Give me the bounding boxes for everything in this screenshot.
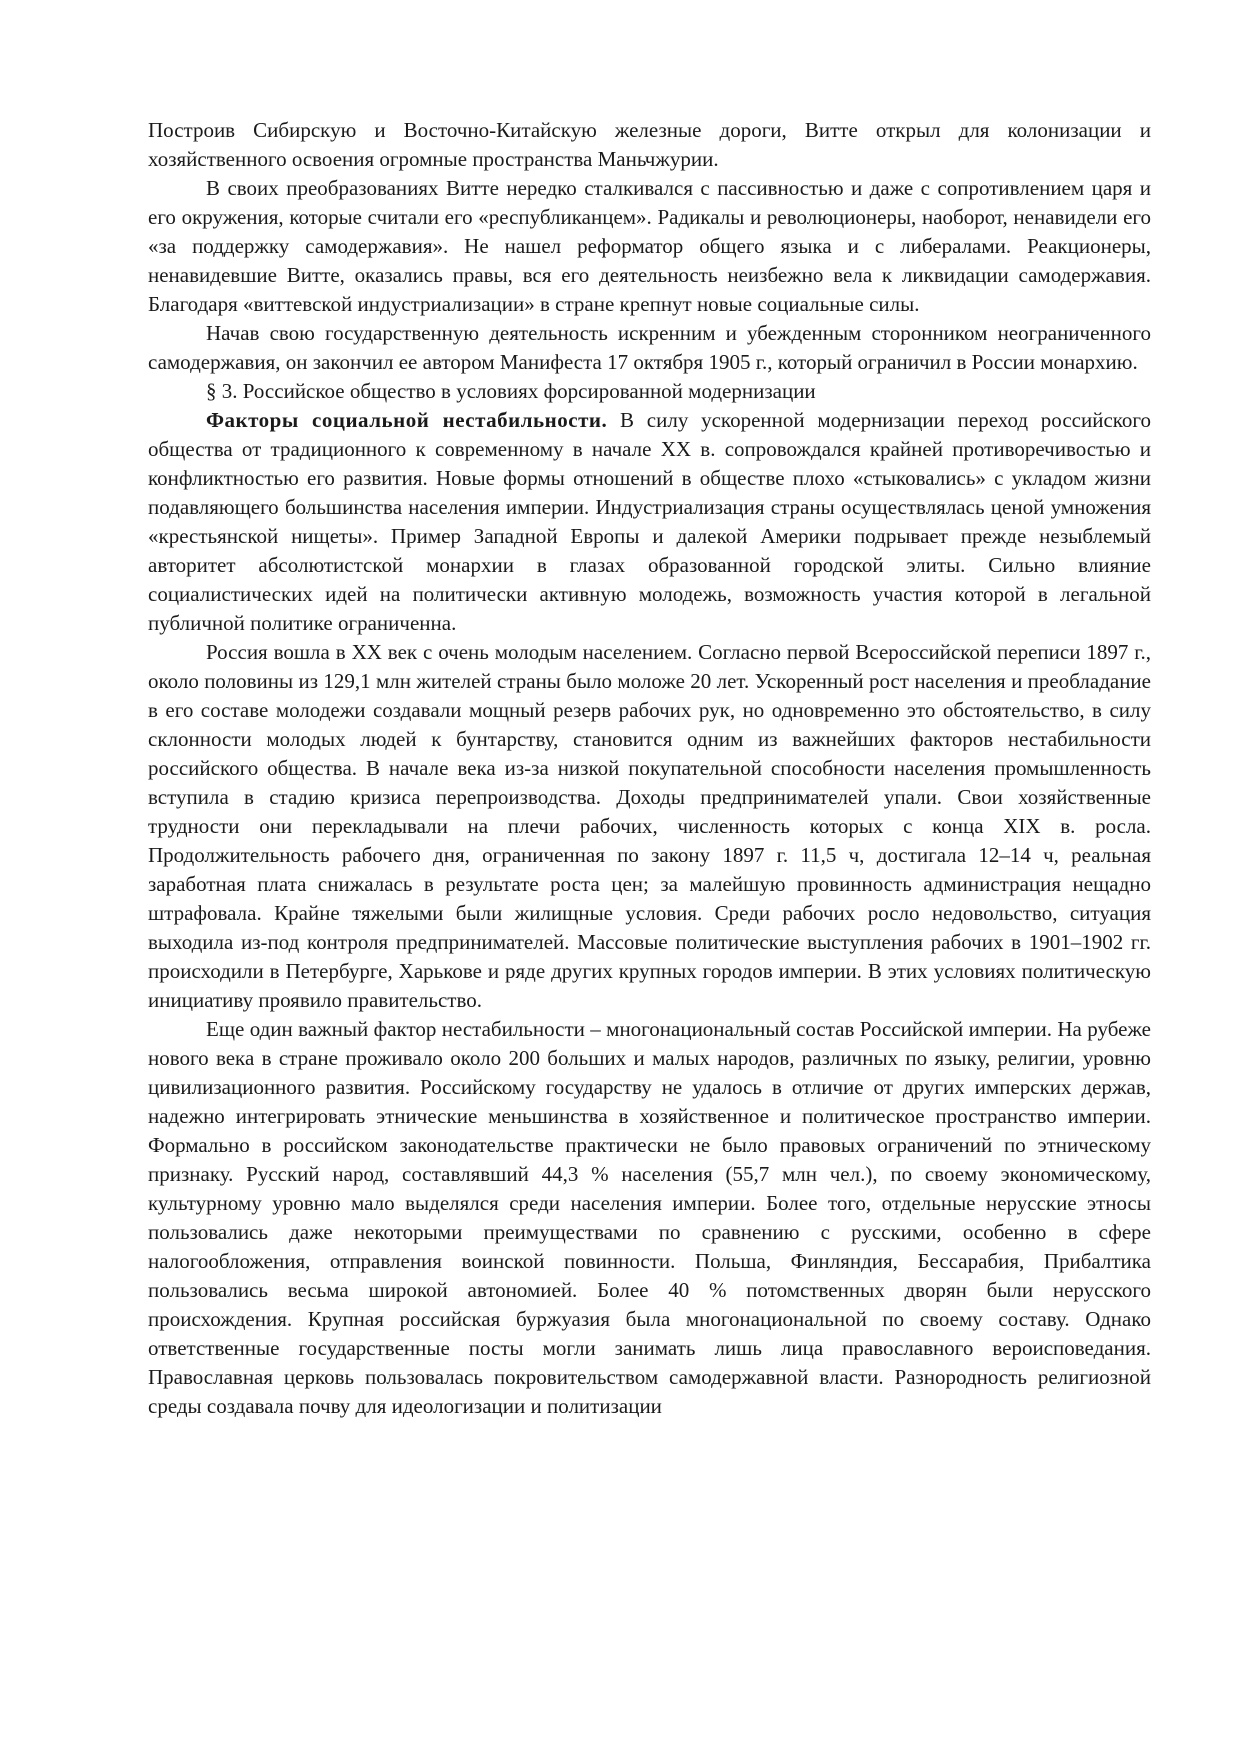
paragraph-factors-body: В силу ускоренной модернизации переход российского общества от традиционного к современному в начале XX в. сопровождался крайней противоречивостью и конфликтностью его развития. Новые формы отношений в обществе плохо «стыковались» с укладом жизни подавляющего большинства населения империи. Индустриализация страны осуществлялась ценой умножения «крестьянской нищеты». Пример Западной Европы и далекой Америки подрывает прежде незыблемый авторитет абсолютистской монархии в глазах образованной городской элиты. Сильно влияние социалистических идей на политически активную молодежь, возможность участия которой в легальной публичной политике ограниченна. — [148, 408, 1151, 635]
paragraph-multinational: Еще один важный фактор нестабильности – многонациональный состав Российской империи. На рубеже нового века в стране проживало около 200 больших и малых народов, различных по языку, религии, уровню цивилизационного развития. Российскому государству не удалось в отличие от других имперских держав, надежно интегрировать этнические меньшинства в хозяйственное и политическое пространство империи. Формально в российском законодательстве практически не было правовых ограничений по этническому признаку. Русский народ, составлявший 44,3 % населения (55,7 млн чел.), по своему экономическому, культурному уровню мало выделялся среди населения империи. Более того, отдельные нерусские этносы пользовались даже некоторыми преимуществами по сравнению с русскими, особенно в сфере налогообложения, отправления воинской повинности. Польша, Финляндия, Бессарабия, Прибалтика пользовались весьма широкой автономией. Более 40 % потомственных дворян были нерусского происхождения. Крупная российская буржуазия была многонациональной по своему составу. Однако ответственные государственные посты могли занимать лишь лица православного вероисповедания. Православная церковь пользовалась покровительством самодержавной власти. Разнородность религиозной среды создавала почву для идеологизации и политизации — [148, 1017, 1151, 1418]
paragraph-factors — [148, 406, 1151, 638]
section-heading: § 3. Российское общество в условиях форсированной модернизации — [206, 379, 816, 403]
paragraph-bold-lead: Факторы социальной нестабильности. — [206, 408, 608, 432]
paragraph-witte-manifesto: Начав свою государственную деятельность искренним и убежденным сторонником неограниченного самодержавия, он закончил ее автором Манифеста 17 октября 1905 г., который ограничил в России монархию. — [148, 321, 1151, 374]
paragraph-population: Россия вошла в XX век с очень молодым населением. Согласно первой Всероссийской переписи 1897 г., около половины из 129,1 млн жителей страны было моложе 20 лет. Ускоренный рост населения и преобладание в его составе молодежи создавали мощный резерв рабочих рук, но одновременно это обстоятельство, в силу склонности молодых людей к бунтарству, становится одним из важнейших факторов нестабильности российского общества. В начале века из-за низкой покупательной способности населения промышленность вступила в стадию кризиса перепроизводства. Доходы предпринимателей упали. Свои хозяйственные трудности они перекладывали на плечи рабочих, численность которых с конца XIX в. росла. Продолжительность рабочего дня, ограниченная по закону 1897 г. 11,5 ч, достигала 12–14 ч, реальная заработная плата снижалась в результате роста цен; за малейшую провинность администрация нещадно штрафовала. Крайне тяжелыми были жилищные условия. Среди рабочих росло недовольство, ситуация выходила из-под контроля предпринимателей. Массовые политические выступления рабочих в 1901–1902 гг. происходили в Петербурге, Харькове и ряде других крупных городов империи. В этих условиях политическую инициативу проявило правительство. — [148, 640, 1151, 1012]
document-page — [148, 116, 1151, 1421]
paragraph-witte-reforms: В своих преобразованиях Витте нередко сталкивался с пассивностью и даже с сопротивлением царя и его окружения, которые считали его «республиканцем». Радикалы и революционеры, наоборот, ненавидели его «за поддержку самодержавия». Не нашел реформатор общего языка и с либералами. Реакционеры, ненавидевшие Витте, оказались правы, вся его деятельность неизбежно вела к ликвидации самодержавия. Благодаря «виттевской индустриализации» в стране крепнут новые социальные силы. — [148, 176, 1151, 316]
paragraph-witte-railways: Построив Сибирскую и Восточно-Китайскую железные дороги, Витте открыл для колонизации и хозяйственного освоения огромные пространства Маньчжурии. — [148, 118, 1151, 171]
